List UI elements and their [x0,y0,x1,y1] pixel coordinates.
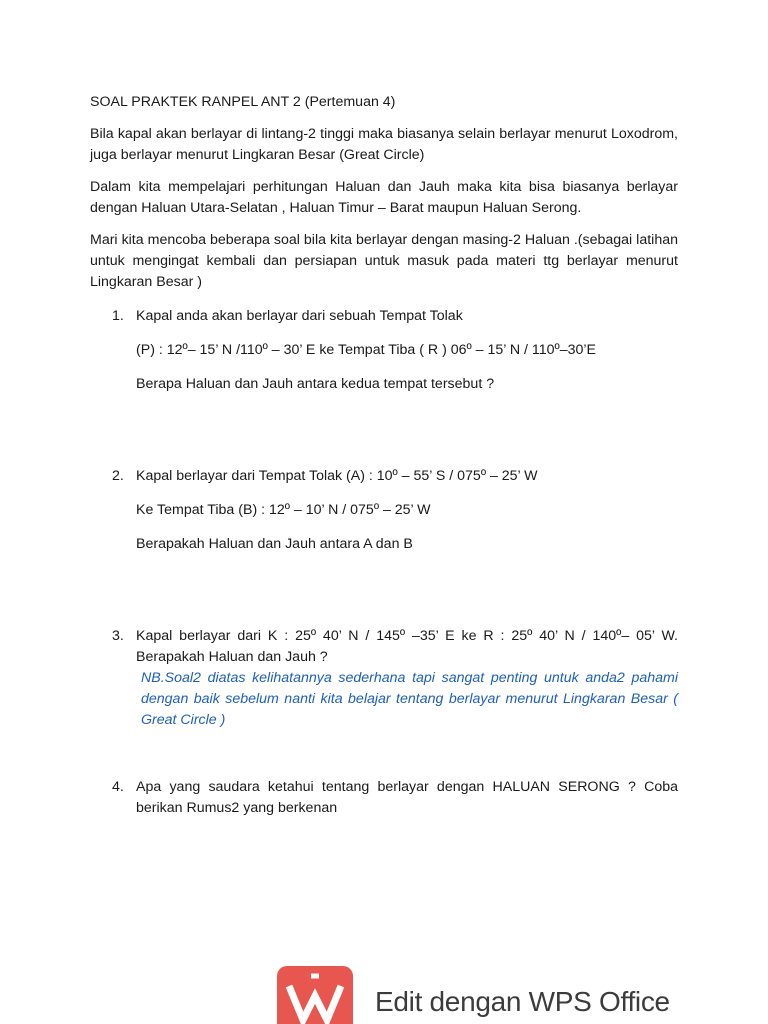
wps-logo-icon [277,966,353,1024]
question-3 [90,626,678,731]
question-number: 1. [112,308,124,324]
question-text: Apa yang saudara ketahui tentang berlayar dengan HALUAN SERONG ? Coba berikan Rumus2 yang berkenan [136,779,678,816]
question-text: Kapal berlayar dari K : 25º 40’ N / 145º –35’ E ke R : 25º 40’ N / 140º– 05’ W. Berapakah Haluan dan Jauh ? [136,628,678,665]
paragraph-haluan: Dalam kita mempelajari perhitungan Haluan dan Jauh maka kita bisa biasanya berlayar dengan Haluan Utara-Selatan , Haluan Timur – Barat maupun Haluan Serong. [90,179,678,216]
question-line: Ke Tempat Tiba (B) : 12º – 10’ N / 075º – 25’ W [136,502,431,518]
question-2 [90,466,678,555]
document-title: SOAL PRAKTEK RANPEL ANT 2 (Pertemuan 4) [90,94,396,110]
question-number: 4. [112,779,124,795]
question-line: Kapal berlayar dari Tempat Tolak (A) : 10º – 55’ S / 075º – 25’ W [136,468,538,484]
question-number: 3. [112,628,124,644]
paragraph-intro: Bila kapal akan berlayar di lintang-2 tinggi maka biasanya selain berlayar menurut Loxodrom, juga berlayar menurut Lingkaran Besar (Great Circle) [90,126,678,163]
question-4 [90,777,678,819]
question-line: (P) : 12º– 15’ N /110º – 30’ E ke Tempat Tiba ( R ) 06º – 15’ N / 110º–30’E [136,342,596,358]
question-1 [90,306,678,395]
wps-edit-label: Edit dengan WPS Office [375,986,670,1017]
question-line: Kapal anda akan berlayar dari sebuah Tempat Tolak [136,308,463,324]
document-page [90,92,678,819]
question-line: Berapakah Haluan dan Jauh antara A dan B [136,536,413,552]
wps-watermark[interactable] [277,964,697,1024]
paragraph-exercise: Mari kita mencoba beberapa soal bila kita berlayar dengan masing-2 Haluan .(sebagai latihan untuk mengingat kembali dan persiapan untuk masuk pada materi ttg berlayar menurut Lingkaran Besar ) [90,232,678,290]
note-text: NB.Soal2 diatas kelihatannya sederhana tapi sangat penting untuk anda2 pahami dengan baik sebelum nanti kita belajar tentang berlayar menurut Lingkaran Besar ( Great Circle ) [141,670,678,728]
question-number: 2. [112,468,124,484]
question-line: Berapa Haluan dan Jauh antara kedua tempat tersebut ? [136,376,495,392]
